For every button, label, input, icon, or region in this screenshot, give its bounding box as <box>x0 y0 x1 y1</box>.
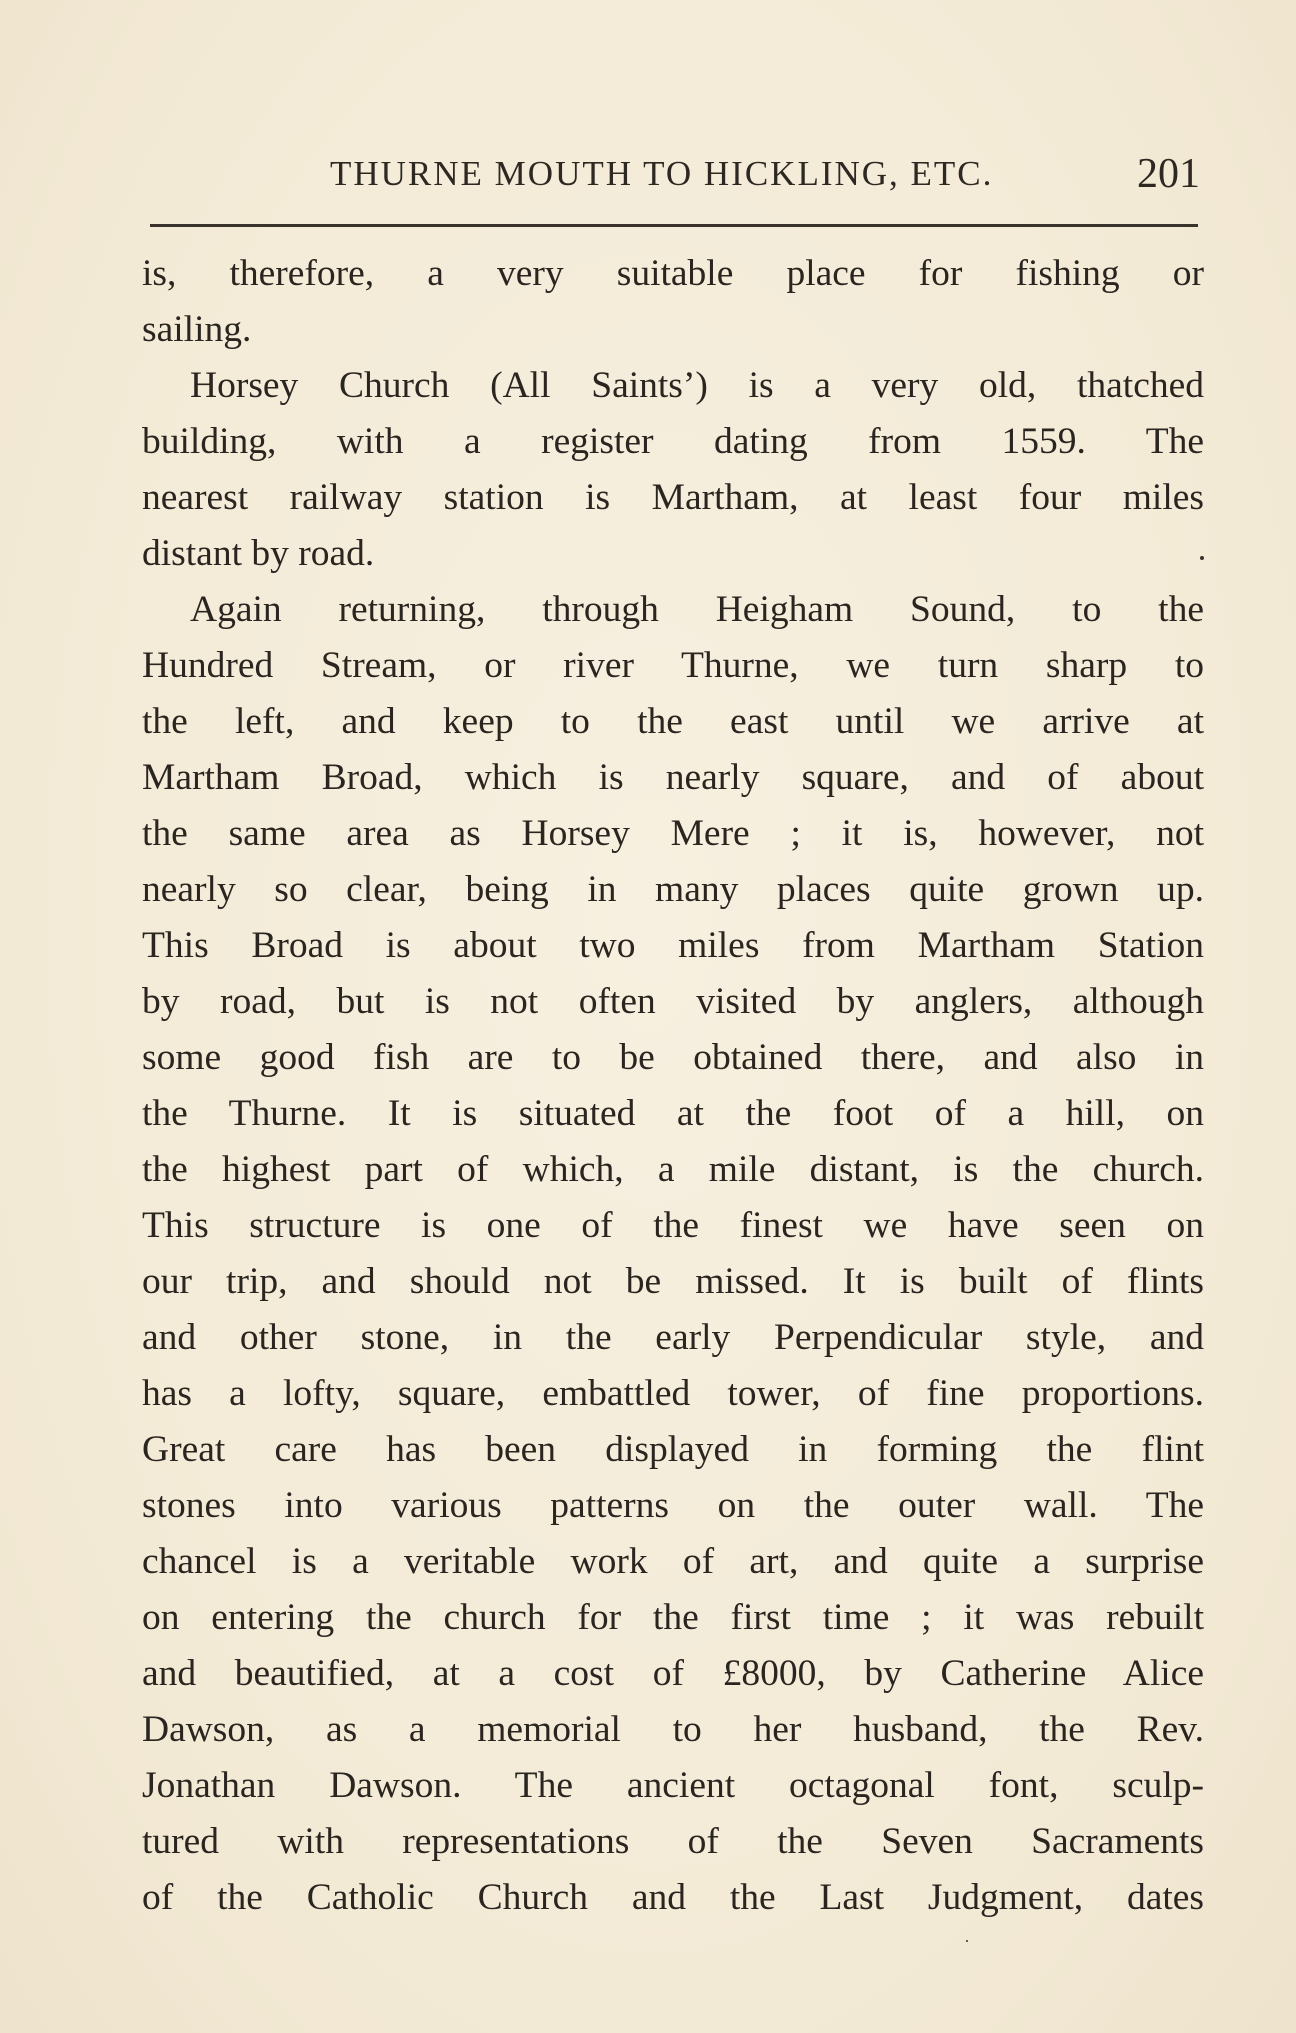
text-line: Martham Broad, which is nearly square, and of about <box>142 757 1204 798</box>
text-line: our trip, and should not be missed. It is built of flints <box>142 1261 1204 1302</box>
text-line: the Thurne. It is situated at the foot of a hill, on <box>142 1093 1204 1134</box>
body-text <box>142 246 1204 1926</box>
page-number: 201 <box>1137 151 1200 197</box>
text-line: nearest railway station is Martham, at least four miles <box>142 477 1204 518</box>
text-line: the left, and keep to the east until we arrive at <box>142 701 1204 742</box>
text-line: Great care has been displayed in forming the flint <box>142 1429 1204 1470</box>
text-line: Again returning, through Heigham Sound, to the <box>190 589 1204 630</box>
text-line: Hundred Stream, or river Thurne, we turn sharp to <box>142 645 1204 686</box>
text-line: This Broad is about two miles from Martham Station <box>142 925 1204 966</box>
text-line: has a lofty, square, embattled tower, of fine proportions. <box>142 1373 1204 1414</box>
header-rule <box>150 224 1198 227</box>
running-title: THURNE MOUTH TO HICKLING, ETC. <box>330 154 994 193</box>
running-head <box>140 150 1200 210</box>
text-line: and beautified, at a cost of £8000, by Catherine Alice <box>142 1653 1204 1694</box>
text-line: Dawson, as a memorial to her husband, the Rev. <box>142 1709 1204 1750</box>
text-line: tured with representations of the Seven Sacraments <box>142 1821 1204 1862</box>
text-line: the highest part of which, a mile distant, is the church. <box>142 1149 1204 1190</box>
text-line: sailing. <box>142 309 252 350</box>
text-line: on entering the church for the first time ; it was rebuilt <box>142 1597 1204 1638</box>
text-line: some good fish are to be obtained there, and also in <box>142 1037 1204 1078</box>
text-line: chancel is a veritable work of art, and quite a surprise <box>142 1541 1204 1582</box>
text-line: Jonathan Dawson. The ancient octagonal font, sculp- <box>142 1765 1204 1806</box>
text-line: and other stone, in the early Perpendicular style, and <box>142 1317 1204 1358</box>
text-line: stones into various patterns on the outer wall. The <box>142 1485 1204 1526</box>
text-line: of the Catholic Church and the Last Judgment, dates <box>142 1877 1204 1918</box>
ink-speck <box>1200 556 1204 560</box>
text-line: the same area as Horsey Mere ; it is, however, not <box>142 813 1204 854</box>
text-line: is, therefore, a very suitable place for fishing or <box>142 253 1204 294</box>
text-line: Horsey Church (All Saints’) is a very old, thatched <box>190 365 1204 406</box>
ink-speck <box>966 1940 968 1942</box>
text-line: distant by road. <box>142 533 375 574</box>
text-line: by road, but is not often visited by anglers, although <box>142 981 1204 1022</box>
text-line: building, with a register dating from 1559. The <box>142 421 1204 462</box>
text-line: This structure is one of the finest we have seen on <box>142 1205 1204 1246</box>
text-line: nearly so clear, being in many places quite grown up. <box>142 869 1204 910</box>
